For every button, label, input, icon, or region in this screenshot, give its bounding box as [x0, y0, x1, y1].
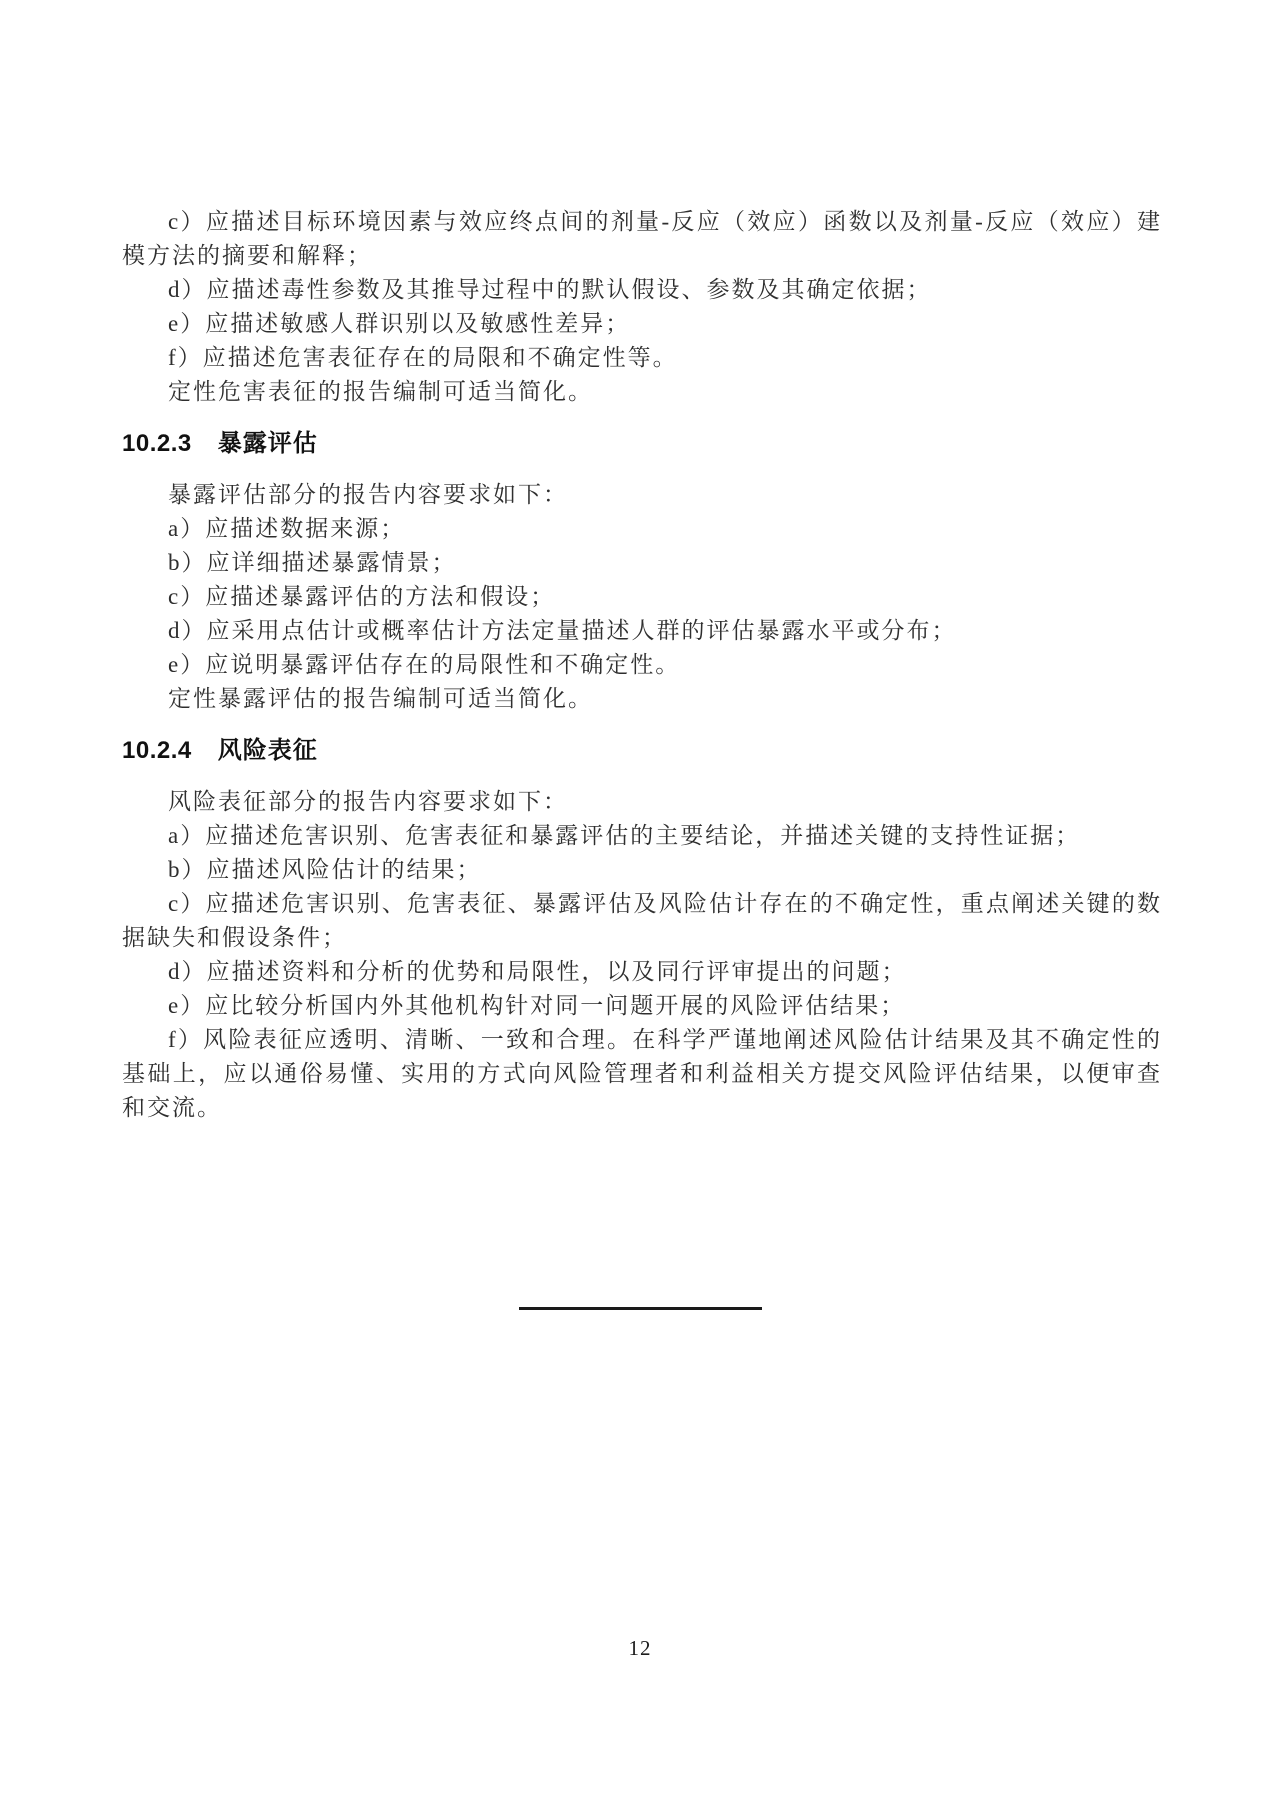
section-heading-10-2-4 [122, 733, 1162, 769]
page-number: 12 [628, 1636, 652, 1660]
list-item: b）应详细描述暴露情景； [168, 550, 457, 575]
section-title: 风险表征 [217, 737, 318, 764]
list-item: e）应比较分析国内外其他机构针对同一问题开展的风险评估结果； [168, 993, 906, 1018]
section-number: 10.2.4 [122, 737, 192, 764]
list-item: e）应描述敏感人群识别以及敏感性差异； [168, 311, 631, 336]
list-item: c）应描述暴露评估的方法和假设； [168, 584, 556, 609]
list-item: a）应描述数据来源； [168, 516, 406, 541]
section-lead: 风险表征部分的报告内容要求如下： [168, 789, 568, 814]
list-item: a）应描述危害识别、危害表征和暴露评估的主要结论，并描述关键的支持性证据； [168, 823, 1081, 848]
note-paragraph: 定性危害表征的报告编制可适当简化。 [168, 379, 593, 404]
list-item: c）应描述目标环境因素与效应终点间的剂量-反应（效应）函数以及剂量-反应（效应）建模方法的摘要和解释； [122, 209, 1162, 268]
section-heading-10-2-3 [122, 426, 1162, 462]
list-item: f）应描述危害表征存在的局限和不确定性等。 [168, 345, 678, 370]
list-item: e）应说明暴露评估存在的局限性和不确定性。 [168, 652, 681, 677]
note-paragraph: 定性暴露评估的报告编制可适当简化。 [168, 686, 593, 711]
section-title: 暴露评估 [217, 430, 318, 457]
list-item: d）应采用点估计或概率估计方法定量描述人群的评估暴露水平或分布； [168, 618, 957, 643]
list-item: c）应描述危害识别、危害表征、暴露评估及风险估计存在的不确定性，重点阐述关键的数据缺失和假设条件； [122, 891, 1162, 950]
list-item: d）应描述毒性参数及其推导过程中的默认假设、参数及其确定依据； [168, 277, 932, 302]
end-of-text-rule [519, 1307, 762, 1310]
list-item: f）风险表征应透明、清晰、一致和合理。在科学严谨地阐述风险估计结果及其不确定性的基础上，应以通俗易懂、实用的方式向风险管理者和利益相关方提交风险评估结果，以便审查和交流。 [122, 1027, 1162, 1120]
section-lead: 暴露评估部分的报告内容要求如下： [168, 482, 568, 507]
list-item: d）应描述资料和分析的优势和局限性，以及同行评审提出的问题； [168, 959, 907, 984]
list-item: b）应描述风险估计的结果； [168, 857, 482, 882]
section-number: 10.2.3 [122, 430, 192, 457]
